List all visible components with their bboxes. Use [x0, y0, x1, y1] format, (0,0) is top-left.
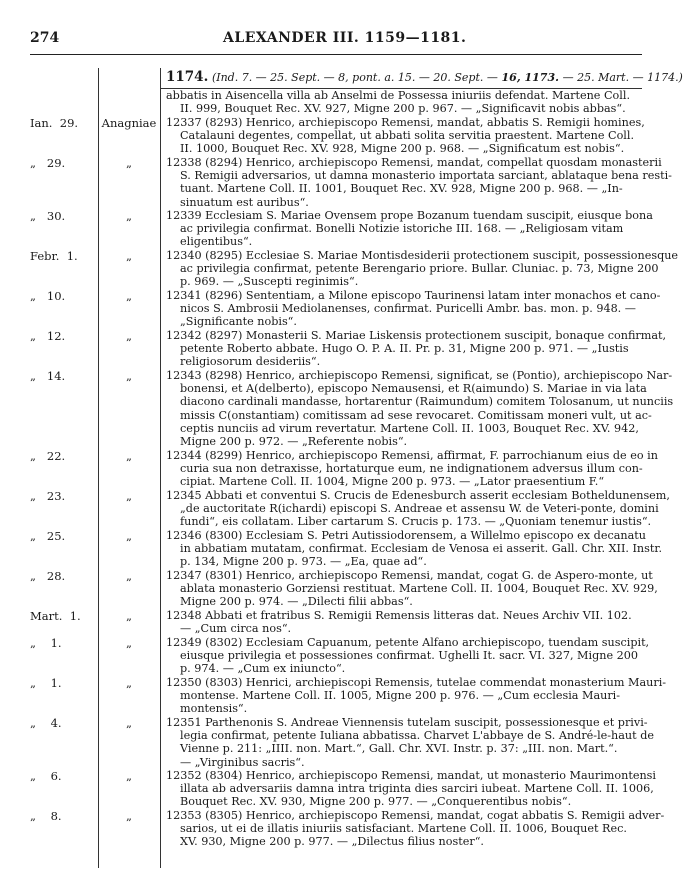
- entry-text: [166, 569, 658, 609]
- entry-date: „ 30.: [30, 209, 66, 223]
- entry-date: „ 25.: [30, 529, 66, 543]
- entry-place: „: [126, 716, 132, 730]
- entry-line: illata ab adversariis damna intra triginta dies sarciri iubeat. Martene Coll. II. 1006,: [180, 782, 654, 796]
- entry-place: „: [126, 449, 132, 463]
- entry-place: „: [126, 289, 132, 303]
- header-rule: [30, 54, 642, 55]
- entry-date: „ 1.: [30, 636, 62, 650]
- entry-line: — „Virginibus sacris“.: [180, 755, 305, 769]
- entry-place: „: [126, 809, 132, 823]
- entry-line: 12353 (8305) Henrico, archiepiscopo Remensi, mandat, cogat abbatis S. Remigii adver-: [166, 809, 665, 822]
- entry-date: „ 14.: [30, 369, 66, 383]
- entry-text: [166, 489, 670, 529]
- entry-line: 12351 Parthenonis S. Andreae Viennensis tutelam suscipit, possessionesque et privi-: [166, 716, 648, 729]
- running-title: ALEXANDER III. 1159—1181.: [223, 30, 467, 46]
- entry-place: „: [126, 369, 132, 383]
- entry-line: eiusque privilegia et possessiones confirmat. Ughelli It. sacr. VI. 327, Migne 200: [180, 649, 638, 663]
- entry-text: [166, 636, 650, 676]
- entry-date: Mart. 1.: [30, 609, 81, 623]
- entry-date: „ 22.: [30, 449, 66, 463]
- year-number: 1174.: [166, 69, 209, 85]
- entry-line: Vienne p. 211: „IIII. non. Mart.“, Gall. Chr. XVI. Instr. p. 37: „III. non. Mart.“.: [180, 742, 618, 756]
- entry-text: [166, 529, 663, 569]
- entry-line: p. 974. — „Cum ex iniuncto“.: [180, 662, 346, 676]
- entry-date: „ 8.: [30, 809, 62, 823]
- entry-text: [166, 89, 644, 115]
- entry-line: „de auctoritate R(ichardi) episcopi S. Andreae et assensu W. de Veteri-ponte, domini: [180, 502, 659, 516]
- entry-line: ac privilegia confirmat, petente Berengario priore. Bullar. Cluniac. p. 73, Migne 200: [180, 262, 659, 276]
- entry-date: „ 12.: [30, 329, 66, 343]
- entry-line: montensis“.: [180, 702, 248, 716]
- entry-date: „ 10.: [30, 289, 66, 303]
- entry-line: fundi“, eis collatam. Liber cartarum S. Crucis p. 173. — „Quoniam tenemur iustis“.: [180, 515, 652, 529]
- entry-line: 12349 (8302) Ecclesiam Capuanum, petente Alfano archiepiscopo, tuendam suscipit,: [166, 636, 650, 649]
- entry-line: Migne 200 p. 974. — „Dilecti filii abbas“.: [180, 595, 413, 609]
- entry-place: „: [126, 529, 132, 543]
- entry-line: tuant. Martene Coll. II. 1001, Bouquet Rec. XV. 928, Migne 200 p. 968. — „In-: [180, 182, 623, 196]
- entry-date: Febr. 1.: [30, 249, 78, 263]
- entry-text: [166, 769, 656, 809]
- entry-place: „: [126, 569, 132, 583]
- entry-line: 12345 Abbati et conventui S. Crucis de Edenesburch asserit ecclesiam Botheldunensem,: [166, 489, 670, 502]
- entry-line: „Significante nobis“.: [180, 315, 297, 329]
- entry-place: „: [126, 636, 132, 650]
- entry-date: „ 4.: [30, 716, 62, 730]
- entry-place: „: [126, 676, 132, 690]
- entry-text: [166, 209, 653, 249]
- entry-line: 12350 (8303) Henrici, archiepiscopi Remensis, tutelae commendat monasterium Mauri-: [166, 676, 667, 689]
- entry-line: missis C(onstantiam) comitissam ad sese revocaret. Comitissam moneri vult, ut ac-: [180, 408, 652, 422]
- entry-text: [166, 156, 672, 209]
- year-header: [166, 69, 683, 87]
- entry-text: [166, 609, 644, 635]
- entry-line: II. 1000, Bouquet Rec. XV. 928, Migne 200 p. 968. — „Significatum est nobis“.: [180, 142, 625, 156]
- entry-line: 12344 (8299) Henrico, archiepiscopo Remensi, affirmat, F. parrochianum eius de eo in: [166, 449, 658, 462]
- entry-place: „: [126, 489, 132, 503]
- entry-place: Anagniae: [101, 116, 157, 130]
- entry-text: [166, 716, 654, 769]
- entry-line: Migne 200 p. 972. — „Referente nobis“.: [180, 435, 408, 449]
- entry-place: „: [126, 249, 132, 263]
- entry-text: [166, 449, 658, 489]
- entry-date: Ian. 29.: [30, 116, 79, 130]
- entry-text: [166, 369, 674, 449]
- entry-line: 12352 (8304) Henrico, archiepiscopo Remensi, mandat, ut monasterio Maurimontensi: [166, 769, 656, 782]
- entry-line: diacono cardinali mandasse, hortarentur (Raimundum) comitem Tolosanum, ut nunciis: [180, 395, 674, 409]
- entry-line: 12343 (8298) Henrico, archiepiscopo Remensi, significat, se (Pontio), archiepiscopo Nar-: [166, 369, 673, 382]
- page-number: 274: [30, 30, 60, 46]
- entry-line: 12342 (8297) Monasterii S. Mariae Liskensis protectionem suscipit, bonaque confirmat,: [166, 329, 667, 342]
- entry-line: XV. 930, Migne 200 p. 977. — „Dilectus filius noster“.: [180, 835, 484, 849]
- entry-line: ablata monasterio Gorziensi restituat. Martene Coll. II. 1004, Bouquet Rec. XV. 929,: [180, 582, 658, 596]
- entry-line: 12347 (8301) Henrico, archiepiscopo Remensi, mandat, cogat G. de Aspero-monte, ut: [166, 569, 653, 582]
- entry-line: S. Remigii adversarios, ut damna monasterio importata sarciant, ablataque bena resti-: [180, 169, 672, 183]
- entry-place: „: [126, 329, 132, 343]
- entry-line: bonensi, et A(delberto), episcopo Nemausensi, et R(aimundo) S. Mariae in via lata: [180, 382, 647, 396]
- entry-place: „: [126, 156, 132, 170]
- entry-line: II. 999, Bouquet Rec. XV. 927, Migne 200 p. 967. — „Significavit nobis abbas“.: [180, 102, 626, 116]
- entry-line: nicos S. Ambrosii Mediolanenses, confirmat. Puricelli Ambr. bas. mon. p. 948. —: [180, 302, 636, 316]
- date-column-rule: [98, 68, 99, 868]
- entry-line: 12348 Abbati et fratribus S. Remigii Remensis litteras dat. Neues Archiv VII. 102.: [166, 609, 632, 622]
- entry-line: 12341 (8296) Sententiam, a Milone episcopo Taurinensi latam inter monachos et cano-: [166, 289, 661, 302]
- entry-line: ac privilegia confirmat. Bonelli Notizie istoriche III. 168. — „Religiosam vitam: [180, 222, 624, 236]
- entry-text: [166, 249, 679, 289]
- entry-text: [166, 116, 644, 156]
- entry-line: abbatis in Aisencella villa ab Anselmi de Possessa iniuriis defendat. Martene Coll.: [166, 89, 630, 102]
- year-meta-c: — 25. Mart. — 1174.): [562, 71, 683, 84]
- entry-date: „ 6.: [30, 769, 62, 783]
- entry-line: Catalauni degentes, compellat, ut abbati solita servitia praestent. Martene Coll.: [180, 129, 635, 143]
- entry-line: 12338 (8294) Henrico, archiepiscopo Remensi, mandat, compellat quosdam monasterii: [166, 156, 662, 169]
- entry-place: „: [126, 769, 132, 783]
- entry-date: „ 29.: [30, 156, 66, 170]
- entry-line: sarios, ut ei de illatis iniuriis satisfaciant. Martene Coll. II. 1006, Bouquet Rec.: [180, 822, 627, 836]
- entry-text: [166, 809, 665, 849]
- entry-line: legia confirmat, petente Iuliana abbatissa. Charvet L'abbaye de S. André-le-haut de: [180, 729, 654, 743]
- entry-line: Bouquet Rec. XV. 930, Migne 200 p. 977. — „Conquerentibus nobis“.: [180, 795, 572, 809]
- entry-text: [166, 289, 661, 329]
- year-meta-a: (Ind. 7. — 25. Sept. — 8, pont. a. 15. — 20. Sept. —: [211, 71, 498, 84]
- entry-line: 12340 (8295) Ecclesiae S. Mariae Montisdesiderii protectionem suscipit, possessionesque: [166, 249, 679, 262]
- entry-line: cipiat. Martene Coll. II. 1004, Migne 200 p. 973. — „Lator praesentium F.“: [180, 475, 605, 489]
- entry-line: 12339 Ecclesiam S. Mariae Ovensem prope Bozanum tuendam suscipit, eiusque bona: [166, 209, 653, 222]
- entry-line: 12346 (8300) Ecclesiam S. Petri Autissiodorensem, a Willelmo episcopo ex decanatu: [166, 529, 646, 542]
- entry-date: „ 1.: [30, 676, 62, 690]
- entry-line: 12337 (8293) Henrico, archiepiscopo Remensi, mandat, abbatis S. Remigii homines,: [166, 116, 645, 129]
- page-header: [0, 0, 650, 50]
- entry-place: „: [126, 609, 132, 623]
- entry-line: — „Cum circa nos“.: [180, 622, 292, 636]
- entry-line: curia sua non detraxisse, hortaturque eum, ne indignationem adversus illum con-: [180, 462, 643, 476]
- entry-line: petente Roberto abbate. Hugo O. P. A. II. Pr. p. 31, Migne 200 p. 971. — „Iustis: [180, 342, 629, 356]
- entry-line: eligentibus“.: [180, 235, 253, 249]
- entry-text: [166, 329, 667, 369]
- entry-line: p. 969. — „Suscepti reginimis“.: [180, 275, 359, 289]
- entry-line: sinuatum est auribus“.: [180, 195, 309, 209]
- place-column-rule: [160, 68, 161, 868]
- entry-place: „: [126, 209, 132, 223]
- entry-line: p. 134, Migne 200 p. 973. — „Ea, quae ad“.: [180, 555, 427, 569]
- entry-line: religiosorum desideriis“.: [180, 355, 321, 369]
- entry-date: „ 28.: [30, 569, 66, 583]
- entry-date: „ 23.: [30, 489, 66, 503]
- entry-line: montense. Martene Coll. II. 1005, Migne 200 p. 976. — „Cum ecclesia Mauri-: [180, 689, 621, 703]
- entry-line: ceptis nunciis ad virum revertatur. Martene Coll. II. 1003, Bouquet Rec. XV. 942,: [180, 421, 639, 435]
- year-meta-b: 16, 1173.: [501, 71, 559, 84]
- entry-text: [166, 676, 667, 716]
- entry-line: in abbatiam mutatam, confirmat. Ecclesiam de Venosa ei asserit. Gall. Chr. XII. Instr.: [180, 542, 663, 556]
